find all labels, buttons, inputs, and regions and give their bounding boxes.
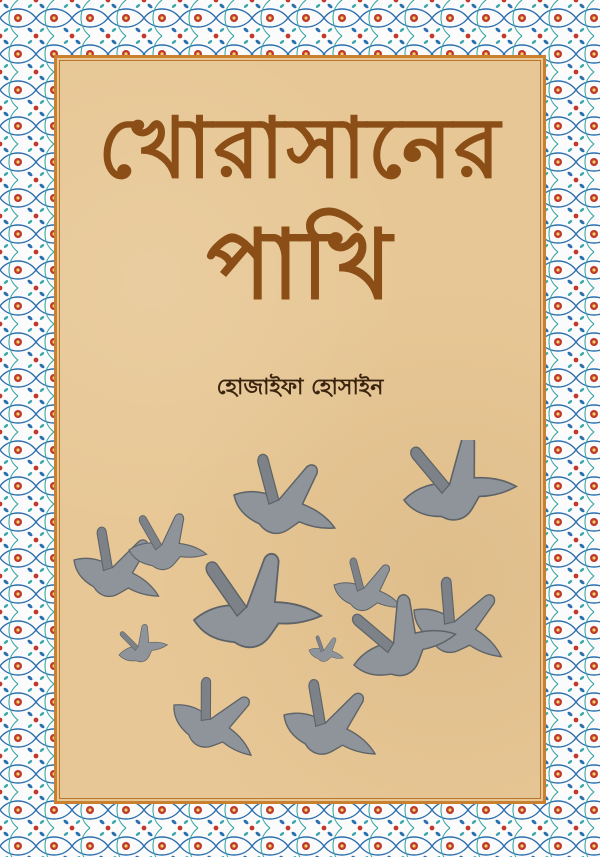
bird-6 — [185, 545, 325, 657]
bird-11 — [163, 670, 273, 768]
book-title-line-2: পাখি — [206, 208, 394, 321]
bird-9 — [308, 635, 345, 663]
bird-8 — [112, 618, 170, 668]
flock-of-birds-illustration — [54, 440, 546, 780]
bird-7 — [404, 570, 520, 670]
author-name: হোজাইফা হোসাইন — [216, 374, 384, 400]
bird-1 — [229, 451, 346, 544]
bird-2 — [392, 440, 521, 532]
book-title-line-1: খোরাসানের — [97, 98, 503, 197]
bird-12 — [277, 674, 390, 768]
